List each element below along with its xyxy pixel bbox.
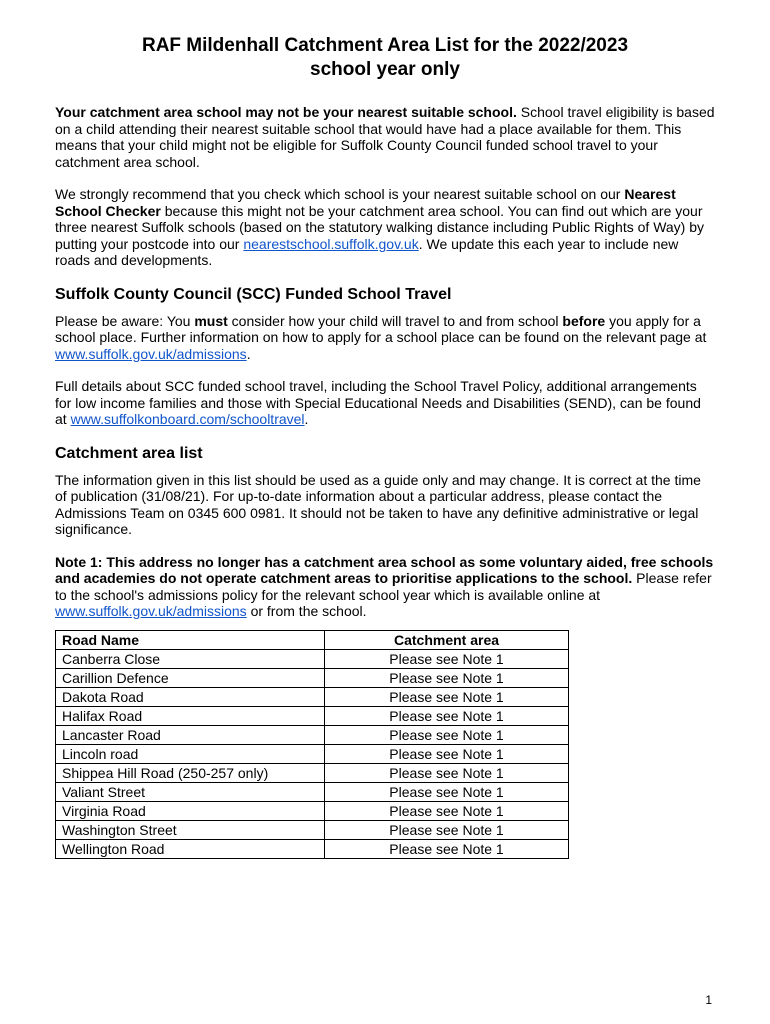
table-row (56, 725, 569, 744)
table-row (56, 763, 569, 782)
catchment-cell: Please see Note 1 (325, 744, 569, 763)
catchment-cell: Please see Note 1 (325, 782, 569, 801)
road-name-cell: Virginia Road (56, 801, 325, 820)
catchment-cell: Please see Note 1 (325, 687, 569, 706)
intro-paragraph-2: We strongly recommend that you check which school is your nearest suitable school on our Nearest School Checker because this might not be your catchment area school. You can find out which are your three nearest Suffolk schools (based on the statutory walking distance including Public Rights of Way) by putting your postcode into our nearestschool.suffolk.gov.uk. We update this each year to include new roads and developments. (55, 186, 705, 268)
road-name-cell: Wellington Road (56, 839, 325, 858)
table-row (56, 649, 569, 668)
catchment-cell: Please see Note 1 (325, 801, 569, 820)
road-name-header: Road Name (56, 630, 325, 649)
table-row (56, 839, 569, 858)
intro-paragraph-1: Your catchment area school may not be your nearest suitable school. School travel eligibility is based on a child attending their nearest suitable school that would have had a place available for them. This means that your child might not be eligible for Suffolk County Council funded school travel to your catchment area school. (55, 104, 715, 170)
road-name-cell: Halifax Road (56, 706, 325, 725)
catchment-area-header: Catchment area (325, 630, 569, 649)
table-row (56, 801, 569, 820)
catchment-table (55, 630, 569, 859)
catchment-cell: Please see Note 1 (325, 725, 569, 744)
travel-paragraph-2: Full details about SCC funded school travel, including the School Travel Policy, additional arrangements for low income families and those with Special Educational Needs and Disabilities (SEND), can be found at www.suffolkonboard.com/schooltravel. (55, 378, 701, 427)
catchment-cell: Please see Note 1 (325, 820, 569, 839)
page-title (55, 34, 715, 82)
road-name-cell: Lincoln road (56, 744, 325, 763)
table-row (56, 668, 569, 687)
page-number: 1 (705, 993, 712, 1007)
catchment-paragraph: The information given in this list should be used as a guide only and may change. It is correct at the time of publication (31/08/21). For up-to-date information about a particular address, please contact the Admissions Team on 0345 600 0981. It should not be taken to have any definitive administrative or legal significance. (55, 471, 701, 537)
road-name-cell: Dakota Road (56, 687, 325, 706)
note-1-paragraph: Note 1: This address no longer has a catchment area school as some voluntary aided, free schools and academies do not operate catchment areas to prioritise applications to the school. Please refer to the school's admissions policy for the relevant school year which is available online at www.suffolk.gov.uk/admissions or from the school. (55, 553, 714, 619)
catchment-cell: Please see Note 1 (325, 668, 569, 687)
road-name-cell: Valiant Street (56, 782, 325, 801)
catchment-cell: Please see Note 1 (325, 763, 569, 782)
table-row (56, 820, 569, 839)
title-line-1: RAF Mildenhall Catchment Area List for the 2022/2023 (141, 35, 629, 56)
nearest-school-link[interactable]: nearestschool.suffolk.gov.uk (243, 235, 419, 252)
road-name-cell: Washington Street (56, 820, 325, 839)
road-name-cell: Shippea Hill Road (250-257 only) (56, 763, 325, 782)
table-row (56, 744, 569, 763)
table-row (56, 782, 569, 801)
table-header-row (56, 630, 569, 649)
catchment-cell: Please see Note 1 (325, 706, 569, 725)
travel-paragraph-1: Please be aware: You must consider how your child will travel to and from school before you apply for a school place. Further information on how to apply for a school place can be found on the relevant page at www.suffolk.gov.uk/admissions. (55, 312, 707, 362)
road-name-cell: Lancaster Road (56, 725, 325, 744)
title-line-2: school year only (310, 59, 460, 80)
table-row (56, 687, 569, 706)
school-travel-link[interactable]: www.suffolkonboard.com/schooltravel (70, 411, 305, 427)
table-row (56, 706, 569, 725)
road-name-cell: Canberra Close (56, 649, 325, 668)
admissions-link[interactable]: www.suffolk.gov.uk/admissions (55, 345, 247, 362)
catchment-cell: Please see Note 1 (325, 649, 569, 668)
document-page (55, 34, 715, 859)
catchment-cell: Please see Note 1 (325, 839, 569, 858)
road-name-cell: Carillion Defence (56, 668, 325, 687)
admissions-link-note[interactable]: www.suffolk.gov.uk/admissions (55, 603, 247, 619)
travel-heading: Suffolk County Council (SCC) Funded School Travel (55, 285, 452, 303)
catchment-heading: Catchment area list (55, 444, 203, 462)
